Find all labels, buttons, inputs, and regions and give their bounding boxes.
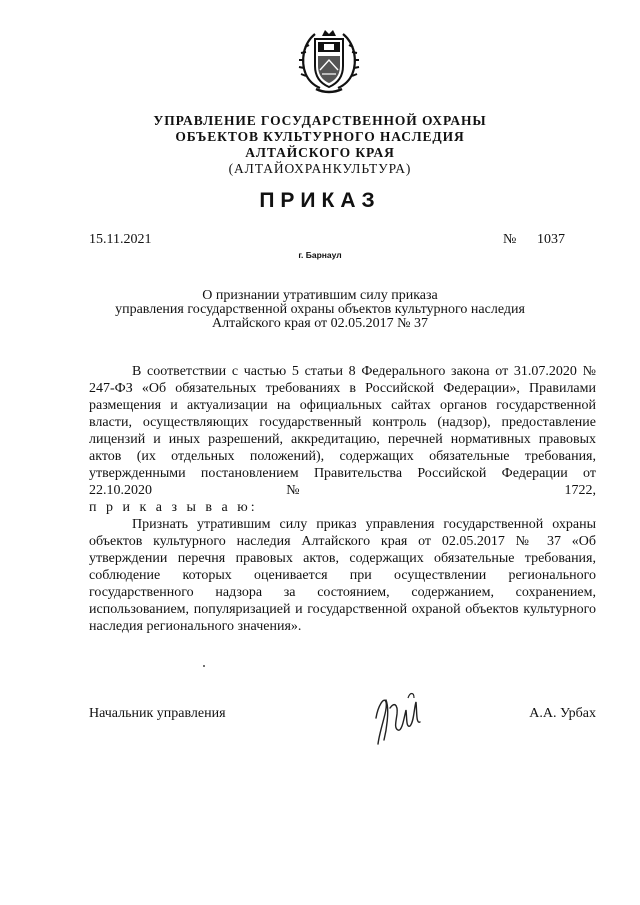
preamble-paragraph: В соответствии с частью 5 статьи 8 Федерального закона от 31.07.2020 № 247-ФЗ «Об обязательных требованиях в Российской Федерации», Правилами размещения и актуализации на официальных сайтах органов государственной власти, осуществляющих государственный контроль (надзор), предоставление лицензий и иных разрешений, аккредитацию, перечней нормативных правовых актов (их отдельных положений), содержащих обязательные требования, утвержденными постановлением Правительства Российской Федерации от 22.10.2020 № 1722, bbox=[89, 364, 596, 498]
subject-line: Алтайского края от 02.05.2017 № 37 bbox=[211, 316, 429, 331]
number-value: 1037 bbox=[537, 232, 565, 247]
signer-name: А.А. Урбах bbox=[529, 706, 596, 721]
stray-dot bbox=[203, 665, 205, 667]
document-number bbox=[503, 232, 565, 248]
subject-line: управления государственной охраны объектов культурного наследия bbox=[115, 302, 525, 317]
signer-title: Начальник управления bbox=[89, 706, 226, 721]
organization-short-name: (АЛТАЙОХРАНКУЛЬТУРА) bbox=[228, 161, 412, 176]
number-sign: № bbox=[503, 232, 517, 247]
organization-name-line: УПРАВЛЕНИЕ ГОСУДАРСТВЕННОЙ ОХРАНЫ bbox=[153, 113, 487, 128]
handwritten-signature-icon bbox=[364, 688, 444, 746]
organization-name bbox=[0, 113, 640, 161]
document-body bbox=[89, 363, 596, 635]
document-subject bbox=[0, 289, 640, 331]
organization-name-line: АЛТАЙСКОГО КРАЯ bbox=[245, 145, 395, 160]
document-city: г. Барнаул bbox=[298, 250, 342, 260]
order-word: п р и к а з ы в а ю: bbox=[89, 500, 258, 515]
document-date: 15.11.2021 bbox=[89, 232, 152, 247]
coat-of-arms-icon bbox=[298, 26, 360, 96]
organization-name-line: ОБЪЕКТОВ КУЛЬТУРНОГО НАСЛЕДИЯ bbox=[175, 129, 465, 144]
decision-paragraph: Признать утратившим силу приказ управления государственной охраны объектов культурного наследия Алтайского края от 02.05.2017 № 37 «Об утверждении перечня правовых актов, содержащих обязательные требования, соблюдение которых оценивается при осуществлении регионального государственного надзора за состоянием, содержанием, сохранением, использованием, популяризацией и государственной охраной объектов культурного наследия регионального значения». bbox=[89, 517, 596, 634]
document-type-title: ПРИКАЗ bbox=[259, 189, 381, 212]
subject-line: О признании утратившим силу приказа bbox=[202, 288, 438, 303]
